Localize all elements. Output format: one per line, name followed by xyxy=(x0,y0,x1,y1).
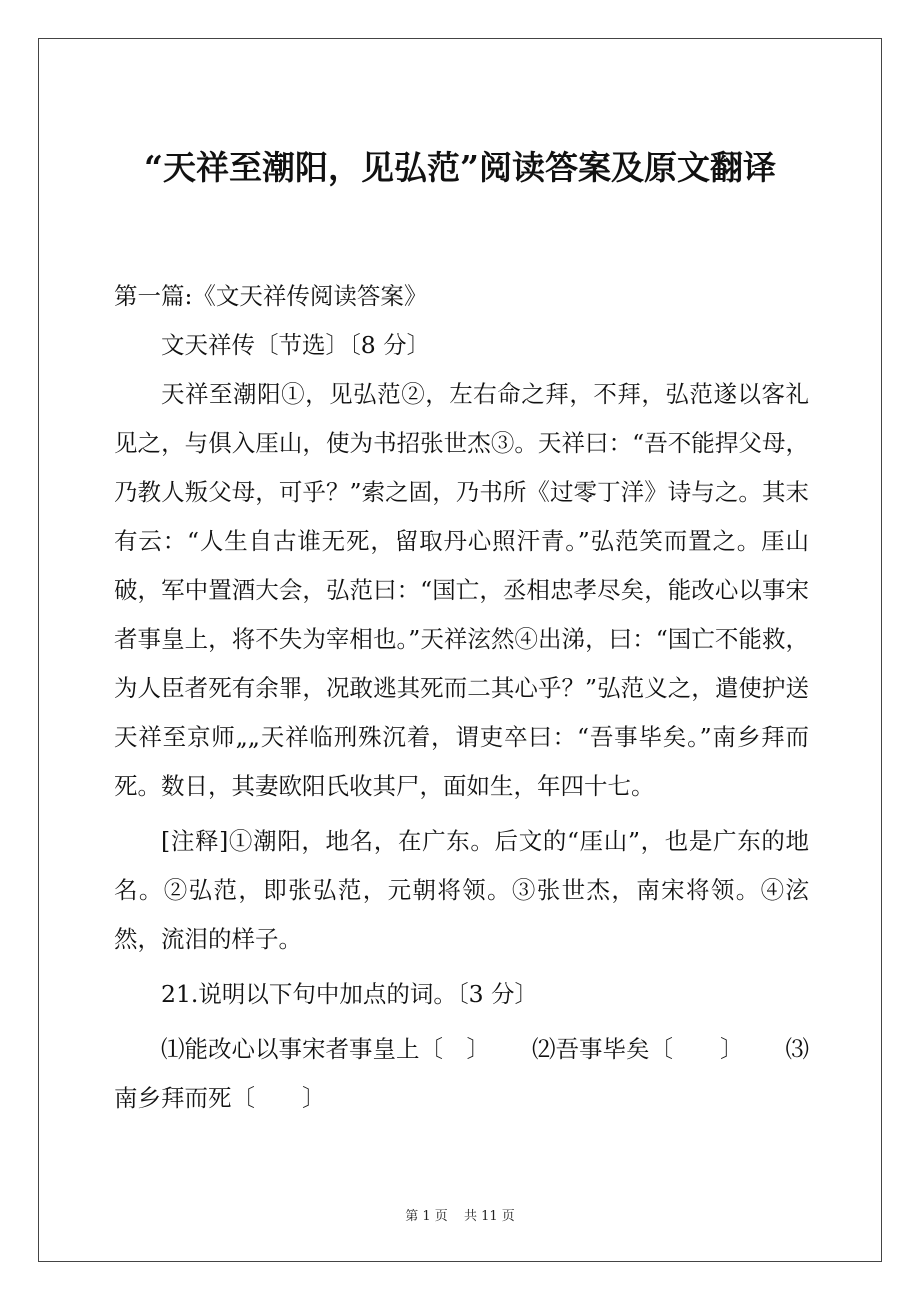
question-item-3-number: ⑶ xyxy=(785,1035,809,1063)
question-heading: 21.说明以下句中加点的词。〔3 分〕 xyxy=(161,980,539,1008)
passage-paragraph: 天祥至潮阳①，见弘范②，左右命之拜，不拜，弘范遂以客礼见之，与俱入厓山，使为书招张世杰③。天祥曰：“吾不能捍父母，乃教人叛父母，可乎？”索之固，乃书所《过零丁洋》诗与之。其末有云：“人生自古谁无死，留取丹心照汗青。”弘范笑而置之。厓山破，军中置酒大会，弘范曰：“国亡，丞相忠孝尽矣，能改心以事宋者事皇上，将不失为宰相也。”天祥泫然④出涕，曰：“国亡不能救，为人臣者死有余罪，况敢逃其死而二其心乎？”弘范义之，遣使护送天祥至京师„„天祥临刑殊沉着，谓吏卒曰：“吾事毕矣。”南乡拜而死。数日，其妻欧阳氏收其尸，面如生，年四十七。 xyxy=(114,380,809,800)
question-item-2: ⑵吾事毕矣〔 〕 xyxy=(532,1035,744,1063)
page-total: 共 11 页 xyxy=(463,1209,515,1224)
document-body xyxy=(114,272,809,1123)
page-number: 第 1 页 xyxy=(405,1209,448,1224)
section-heading: 第一篇:《文天祥传阅读答案》 xyxy=(114,282,428,310)
notes-paragraph: [注释]①潮阳，地名，在广东。后文的“厓山”，也是广东的地名。②弘范，即张弘范，元朝将领。③张世杰，南宋将领。④泫然，流泪的样子。 xyxy=(114,827,809,953)
question-item-3: 南乡拜而死〔 〕 xyxy=(114,1084,326,1112)
question-items-line xyxy=(114,1025,809,1074)
page-title: “天祥至潮阳，见弘范”阅读答案及原文翻译 xyxy=(144,148,776,187)
sub-heading: 文天祥传〔节选〕〔8 分〕 xyxy=(161,331,431,359)
page-footer xyxy=(0,1205,920,1224)
question-item-1: ⑴能改心以事宋者事皇上〔 〕 xyxy=(161,1035,490,1063)
